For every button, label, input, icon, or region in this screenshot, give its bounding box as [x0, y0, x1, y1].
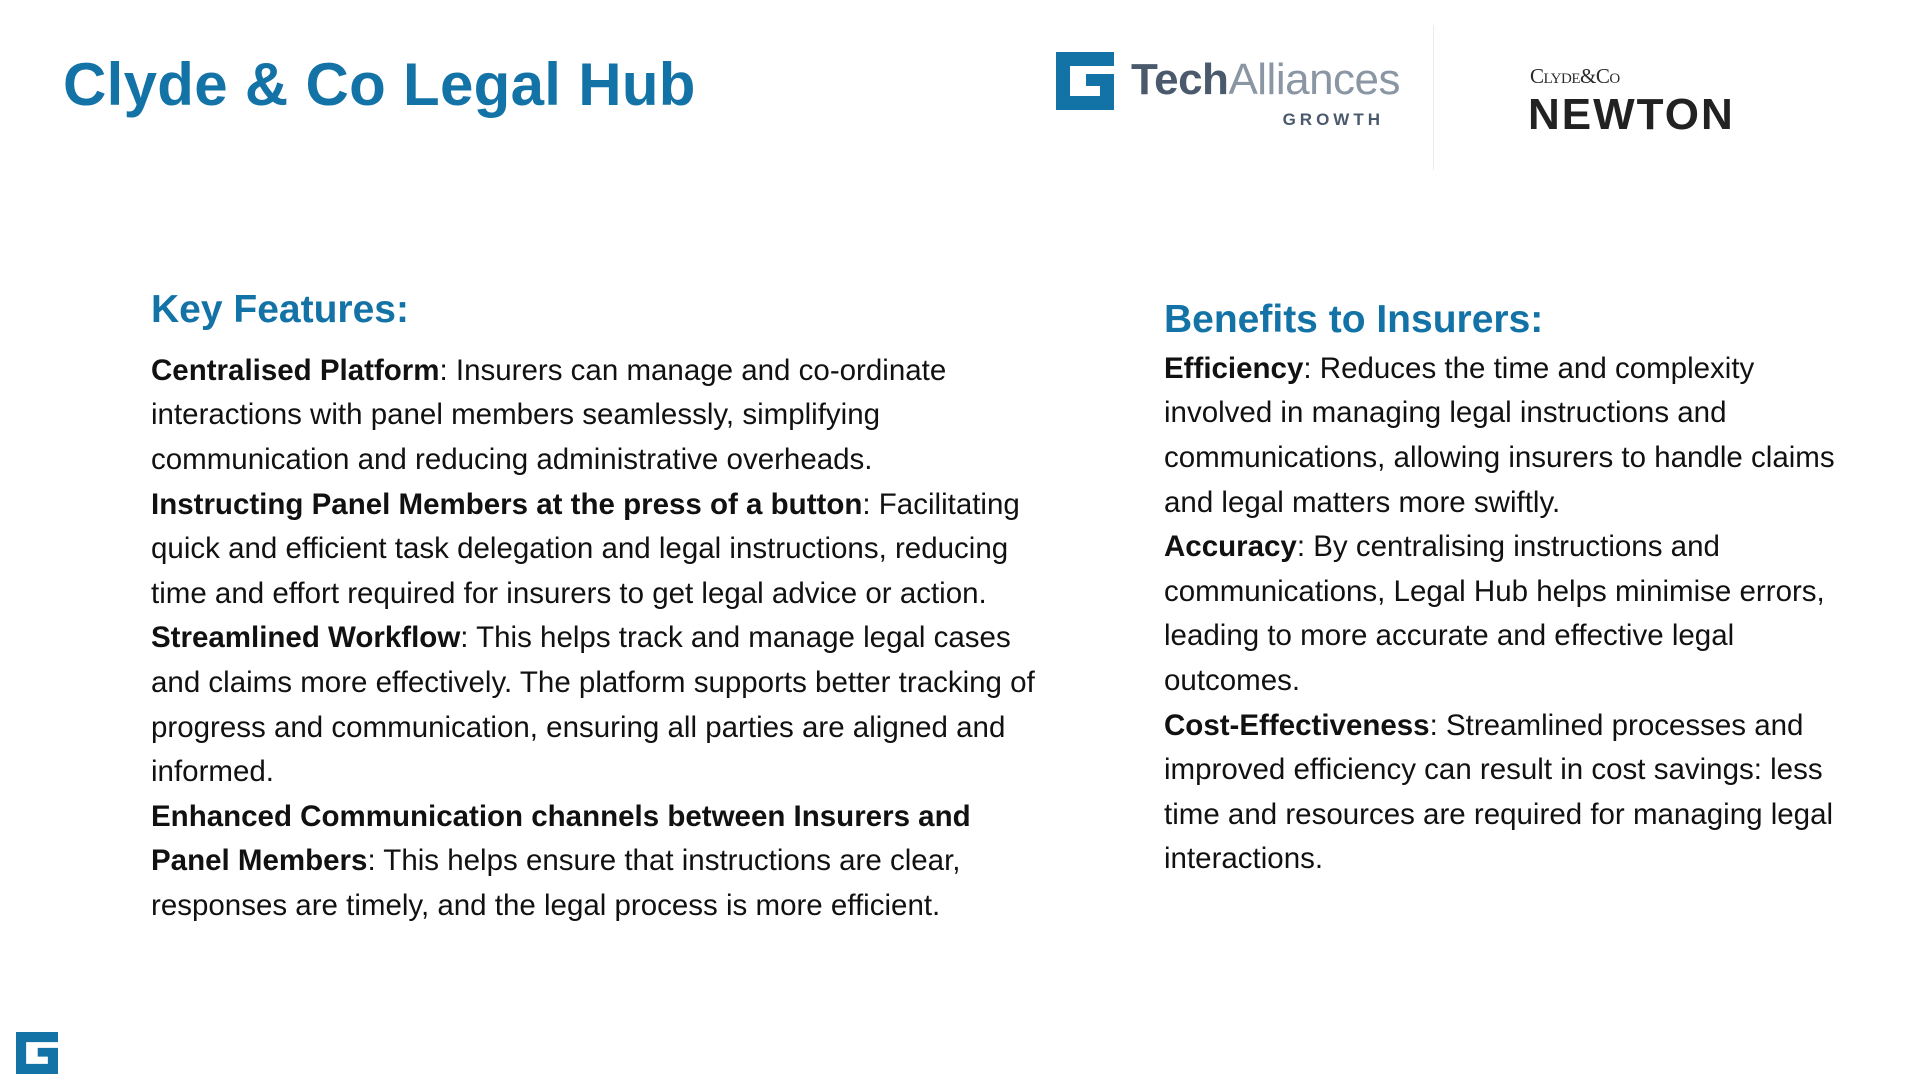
- feature-term: Instructing Panel Members at the press of a button: [151, 487, 863, 521]
- feature-description: : This helps track and manage legal cases and claims more effectively. The platform supports better tracking of progress and communication, ensuring all parties are aligned and informed.: [151, 621, 1035, 789]
- benefit-term: Efficiency: [1164, 351, 1304, 385]
- techalliances-name-bold: Tech: [1131, 55, 1229, 104]
- benefit-description: : Reduces the time and complexity involved in managing legal instructions and communications, allowing insurers to handle claims and legal matters more swiftly.: [1164, 351, 1835, 519]
- techalliances-name-light: Alliances: [1228, 55, 1401, 104]
- techalliances-logo: [1056, 50, 1401, 140]
- logo-divider: [1433, 25, 1434, 170]
- benefits-heading: Benefits to Insurers:: [1164, 298, 1544, 341]
- feature-description: : Insurers can manage and co-ordinate interactions with panel members seamlessly, simplifying communication and reducing administrative overheads.: [151, 353, 947, 477]
- newton-logo-name: NEWTON: [1528, 90, 1735, 139]
- techalliances-tagline: GROWTH: [1282, 110, 1384, 129]
- feature-description: : This helps ensure that instructions are clear, responses are timely, and the legal process is more efficient.: [151, 844, 961, 923]
- key-features-heading: Key Features:: [151, 288, 409, 331]
- benefits-text: [1164, 347, 1854, 882]
- feature-term: Enhanced Communication channels between Insurers and Panel Members: [151, 799, 971, 878]
- benefit-term: Cost-Effectiveness: [1164, 708, 1430, 742]
- newton-logo: [1530, 64, 1770, 144]
- page-title: Clyde & Co Legal Hub: [63, 51, 696, 118]
- key-features-section: [151, 289, 1051, 929]
- feature-term: Streamlined Workflow: [151, 621, 461, 655]
- benefit-term: Accuracy: [1164, 530, 1297, 564]
- techalliances-mark-icon: [1056, 52, 1114, 110]
- corner-logo-icon: [16, 1032, 58, 1074]
- benefit-description: : Streamlined processes and improved efficiency can result in cost savings: less time and resources are required for managing legal interactions.: [1164, 708, 1834, 876]
- benefit-description: : By centralising instructions and communications, Legal Hub helps minimise errors, leading to more accurate and effective legal outcomes.: [1164, 530, 1825, 698]
- newton-logo-firm: Clyde&Co: [1530, 64, 1620, 88]
- feature-term: Centralised Platform: [151, 353, 440, 387]
- techalliances-wordmark: [1131, 55, 1401, 104]
- key-features-text: [151, 349, 1051, 929]
- benefits-section: [1164, 299, 1854, 882]
- feature-description: : Facilitating quick and efficient task delegation and legal instructions, reducing time and effort required for insurers to get legal advice or action.: [151, 487, 1020, 610]
